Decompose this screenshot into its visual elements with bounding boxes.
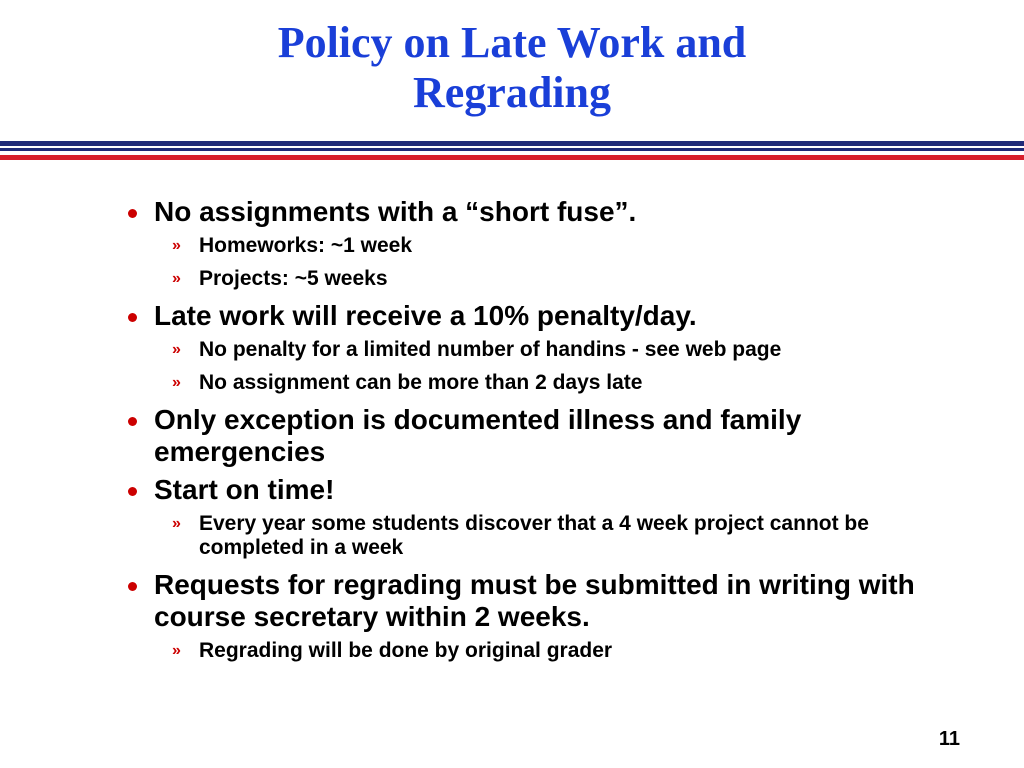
page-number: 11 (938, 728, 960, 750)
sub-bullet-text: Homeworks: ~1 week (199, 234, 413, 257)
sub-bullet-item (120, 338, 920, 362)
bullet-item (120, 474, 920, 506)
bullet-text: Start on time! (154, 474, 335, 505)
title-rule-red (0, 155, 1024, 160)
slide-title (0, 18, 1024, 118)
sub-bullet-text: No assignment can be more than 2 days late (199, 371, 643, 394)
sub-bullet-text: No penalty for a limited number of handins - see web page (199, 338, 782, 361)
title-rule-navy (0, 141, 1024, 146)
chevron-bullet-icon: » (172, 642, 181, 659)
sub-bullet-text: Regrading will be done by original grader (199, 639, 613, 662)
sub-bullet-item (120, 512, 920, 560)
sub-bullet-text: Every year some students discover that a 4 week project cannot be completed in a week (199, 512, 869, 559)
bullet-item (120, 196, 920, 228)
sub-bullet-item (120, 639, 920, 663)
bullet-dot-icon (128, 417, 137, 426)
bullet-text: Late work will receive a 10% penalty/day. (154, 300, 697, 331)
bullet-dot-icon (128, 313, 137, 322)
slide-title-line-2: Regrading (413, 68, 611, 117)
bullet-list (120, 196, 920, 672)
sub-bullet-item (120, 267, 920, 291)
bullet-item (120, 300, 920, 332)
chevron-bullet-icon: » (172, 374, 181, 391)
chevron-bullet-icon: » (172, 515, 181, 532)
sub-bullet-item (120, 371, 920, 395)
chevron-bullet-icon: » (172, 341, 181, 358)
slide-title-line-1: Policy on Late Work and (277, 18, 747, 67)
bullet-dot-icon (128, 209, 137, 218)
bullet-item (120, 569, 920, 633)
bullet-text: Requests for regrading must be submitted in writing with course secretary within 2 weeks. (154, 569, 915, 632)
chevron-bullet-icon: » (172, 237, 181, 254)
sub-bullet-text: Projects: ~5 weeks (199, 267, 388, 290)
bullet-dot-icon (128, 582, 137, 591)
title-rule-navy-thin (0, 148, 1024, 151)
sub-bullet-item (120, 234, 920, 258)
chevron-bullet-icon: » (172, 270, 181, 287)
bullet-item (120, 404, 920, 468)
bullet-dot-icon (128, 487, 137, 496)
bullet-text: Only exception is documented illness and family emergencies (154, 404, 802, 467)
bullet-text: No assignments with a “short fuse”. (154, 196, 637, 227)
